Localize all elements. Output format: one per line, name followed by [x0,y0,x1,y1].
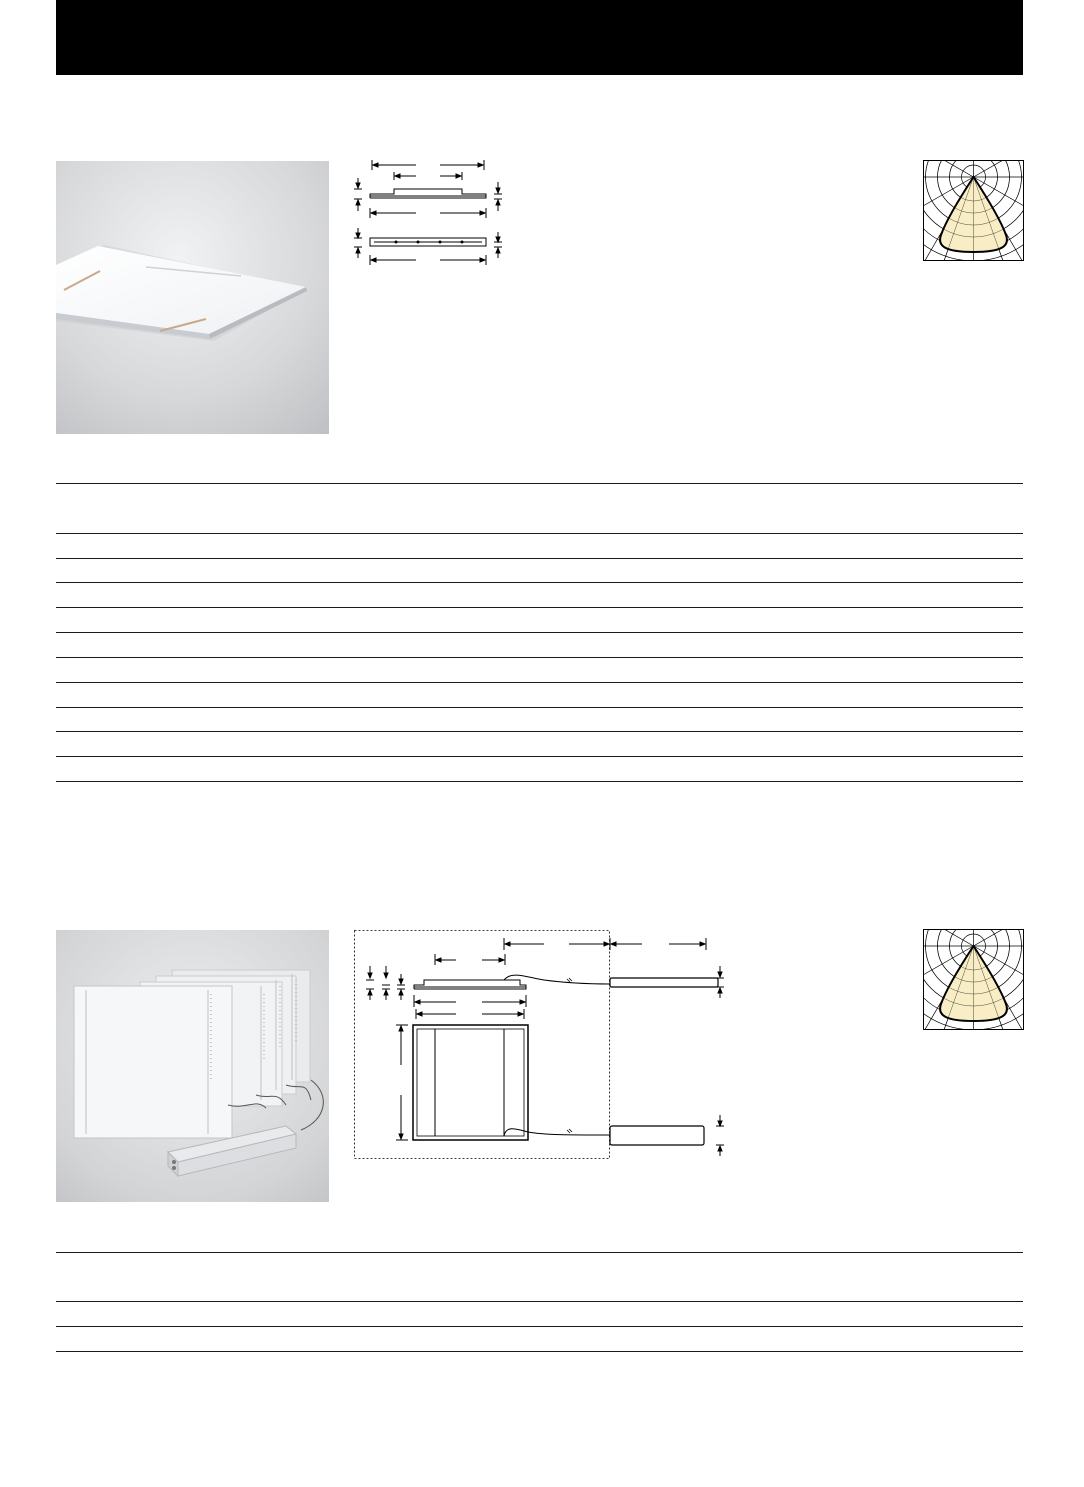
product-1-light-distribution-polar [923,160,1024,261]
table-row [56,633,1023,657]
table-row [56,732,1023,756]
table-row [56,534,1023,558]
product-1-photo [56,161,329,434]
product-2-dimension-diagram [354,930,726,1160]
table-row [56,708,1023,731]
table-row [56,583,1023,607]
table-header-row [56,1253,1023,1301]
table-row [56,559,1023,582]
table-row [56,658,1023,682]
table-header-row [56,484,1023,533]
table-row [56,608,1023,632]
table-row [56,683,1023,707]
table-row [56,757,1023,781]
product-1-dimension-diagram [350,158,510,268]
table-row [56,1327,1023,1351]
header-bar [56,0,1023,75]
table-row [56,1302,1023,1326]
product-2-light-distribution-polar [923,929,1024,1030]
product-2-photo [56,930,329,1202]
table-bottom-rule [56,1351,1023,1352]
table-bottom-rule [56,781,1023,782]
